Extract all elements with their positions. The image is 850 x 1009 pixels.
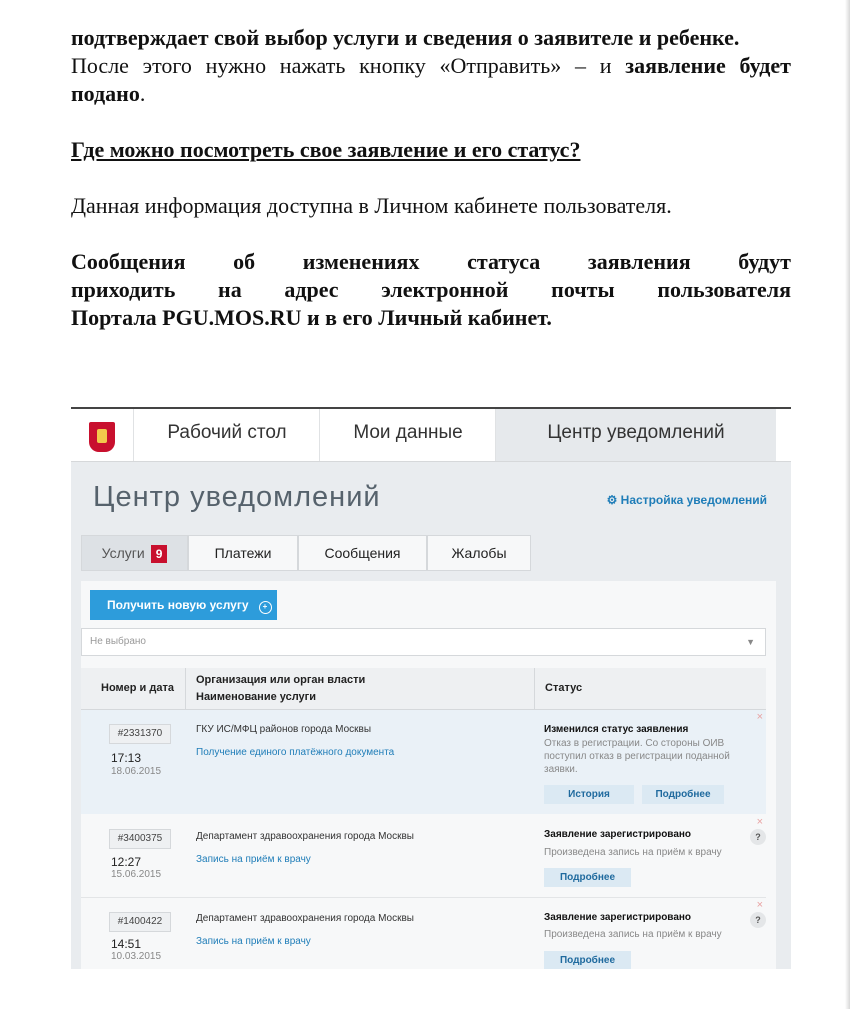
tab-services-label: Услуги — [101, 545, 145, 561]
request-number: #1400422 — [109, 912, 171, 932]
paragraph-messages-line1: Сообщения об изменениях статуса заявления будут — [71, 249, 791, 274]
nav-desktop[interactable]: Рабочий стол — [133, 409, 320, 461]
status-title: Изменился статус заявления — [544, 724, 689, 735]
header-status: Статус — [545, 682, 583, 694]
plus-circle-icon: + — [259, 601, 272, 614]
header-service: Наименование услуги — [196, 691, 317, 703]
page-title: Центр уведомлений — [93, 481, 381, 513]
organization: Департамент здравоохранения города Москвы — [196, 913, 414, 924]
table-row[interactable] — [81, 710, 766, 814]
request-time: 17:13 — [111, 751, 142, 765]
tab-services[interactable] — [81, 535, 188, 571]
portal-screenshot — [71, 407, 791, 969]
service-link[interactable]: Запись на приём к врачу — [196, 936, 311, 947]
top-navigation — [71, 407, 791, 462]
request-date: 15.06.2015 — [111, 869, 162, 880]
help-icon[interactable]: ? — [750, 912, 766, 928]
paragraph-submit-start: После этого нужно нажать кнопку «Отправить» – и — [71, 53, 626, 78]
tab-payments[interactable]: Платежи — [188, 535, 298, 571]
request-date: 18.06.2015 — [111, 766, 162, 777]
new-service-button[interactable] — [90, 590, 277, 620]
services-count-badge: 9 — [151, 545, 168, 563]
header-org: Организация или орган власти — [196, 674, 366, 686]
notification-settings-link[interactable]: ⚙ Настройка уведомлений — [606, 493, 767, 507]
paragraph-confirm: подтверждает свой выбор услуги и сведения о заявителе и ребенке. — [71, 25, 740, 50]
status-text: Произведена запись на приём к врачу — [544, 929, 722, 940]
filter-select-value: Не выбрано — [90, 636, 146, 647]
status-text: Произведена запись на приём к врачу — [544, 847, 722, 858]
details-button[interactable]: Подробнее — [642, 785, 724, 804]
section-heading: Где можно посмотреть свое заявление и его статус? — [71, 137, 581, 162]
request-time: 14:51 — [111, 937, 142, 951]
document-text — [71, 24, 791, 332]
paragraph-messages-line2: приходить на адрес электронной почты пользователя — [71, 277, 791, 302]
table-header — [81, 668, 766, 710]
paragraph-messages — [71, 248, 791, 332]
close-icon[interactable]: × — [756, 816, 763, 828]
moscow-coat-of-arms-icon[interactable] — [89, 422, 115, 452]
status-title: Заявление зарегистрировано — [544, 912, 692, 923]
request-number: #3400375 — [109, 829, 171, 849]
header-org-service — [196, 672, 365, 706]
organization: ГКУ ИС/МФЦ районов города Москвы — [196, 724, 372, 735]
details-button[interactable]: Подробнее — [544, 868, 631, 887]
paragraph-messages-line3: Портала PGU.MOS.RU и в его Личный кабинет. — [71, 305, 552, 330]
header-number-date: Номер и дата — [101, 682, 174, 694]
details-button[interactable]: Подробнее — [544, 951, 631, 969]
header-divider — [185, 668, 186, 709]
paragraph-submit — [71, 52, 791, 108]
table-row[interactable] — [81, 898, 766, 969]
paragraph-submit-bold: заявление будет подано — [71, 53, 791, 106]
nav-notifications[interactable]: Центр уведомлений — [495, 409, 776, 461]
filter-select[interactable] — [81, 628, 766, 656]
table-row[interactable] — [81, 815, 766, 897]
organization: Департамент здравоохранения города Москвы — [196, 831, 414, 842]
request-number: #2331370 — [109, 724, 171, 744]
service-link[interactable]: Получение единого платёжного документа — [196, 747, 395, 758]
close-icon[interactable]: × — [756, 899, 763, 911]
request-time: 12:27 — [111, 855, 142, 869]
status-title: Заявление зарегистрировано — [544, 829, 692, 840]
status-text: Отказ в регистрации. Со стороны ОИВ поступил отказ в регистрации поданной заявки. — [544, 738, 730, 775]
close-icon[interactable]: × — [756, 711, 763, 723]
header-divider — [534, 668, 535, 709]
tab-messages[interactable]: Сообщения — [298, 535, 427, 571]
paragraph-submit-end: . — [139, 81, 146, 106]
request-date: 10.03.2015 — [111, 951, 162, 962]
history-button[interactable]: История — [544, 785, 634, 804]
nav-mydata[interactable]: Мои данные — [319, 409, 496, 461]
tab-complaints[interactable]: Жалобы — [427, 535, 531, 571]
paragraph-info: Данная информация доступна в Личном кабинете пользователя. — [71, 193, 672, 218]
new-service-label: Получить новую услугу — [107, 598, 249, 612]
page-edge-shadow — [845, 0, 850, 1009]
help-icon[interactable]: ? — [750, 829, 766, 845]
service-link[interactable]: Запись на приём к врачу — [196, 854, 311, 865]
chevron-down-icon: ▼ — [746, 637, 755, 647]
